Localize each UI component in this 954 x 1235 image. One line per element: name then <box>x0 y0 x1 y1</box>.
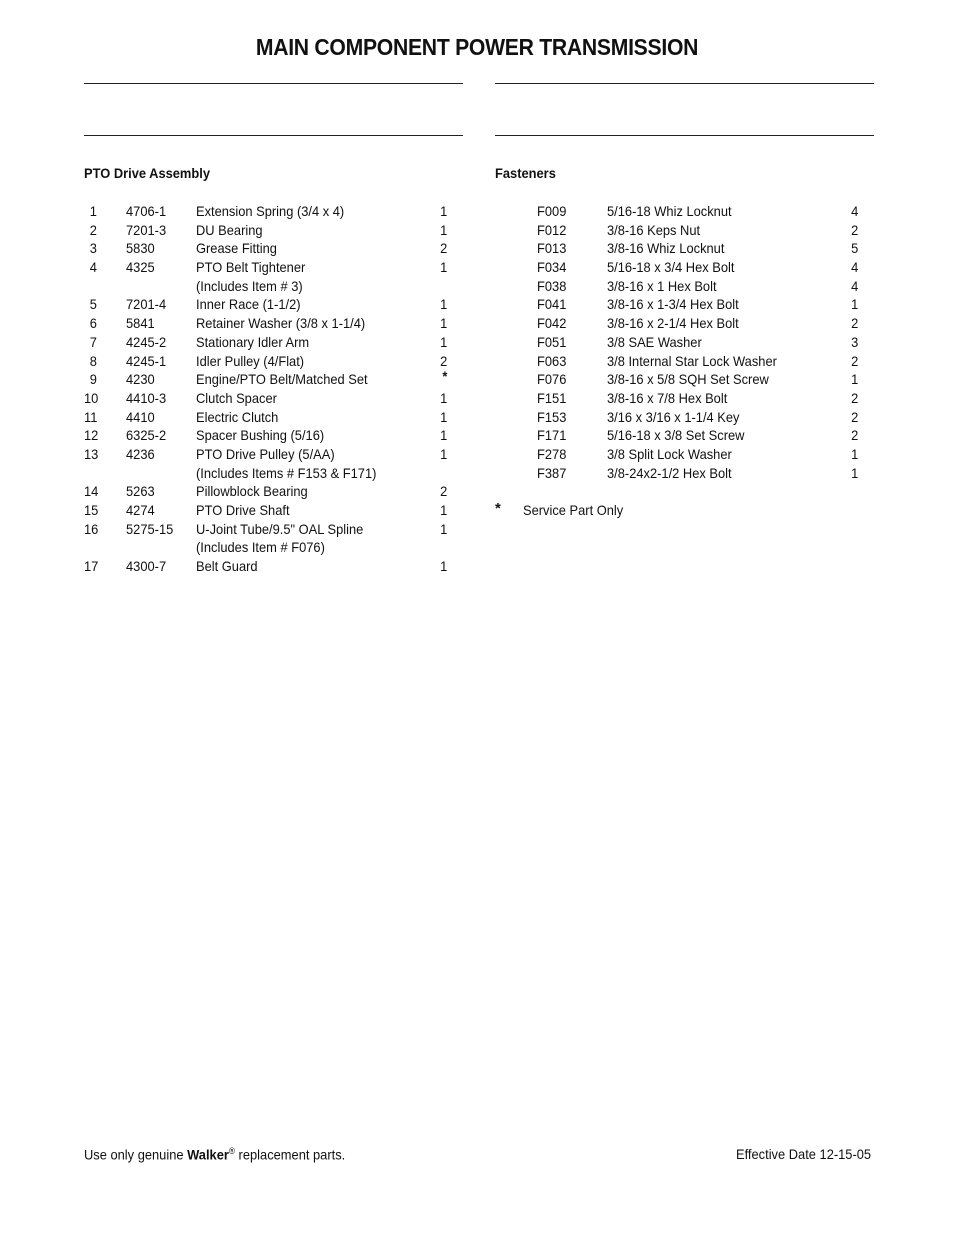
list-item <box>84 368 464 390</box>
list-item <box>495 371 875 390</box>
part-quantity: 1 <box>440 408 448 425</box>
list-item <box>84 278 464 297</box>
fastener-description: 3/8-24x2-1/2 Hex Bolt <box>607 464 732 481</box>
part-number: 5830 <box>126 240 155 257</box>
registered-mark: ® <box>228 1146 235 1156</box>
left-rule-top <box>84 83 463 84</box>
fastener-code: F076 <box>537 371 567 388</box>
fastener-quantity: 3 <box>851 333 859 350</box>
fastener-code: F063 <box>537 352 567 369</box>
item-number: 8 <box>89 352 97 369</box>
fastener-code: F151 <box>537 389 567 406</box>
part-number: 5841 <box>126 315 155 332</box>
fastener-code: F171 <box>537 427 567 444</box>
fastener-quantity: 2 <box>851 389 859 406</box>
list-item <box>495 390 875 409</box>
list-item <box>84 259 464 278</box>
part-number: 4706-1 <box>126 203 167 219</box>
list-item <box>495 465 875 484</box>
part-number: 4410-3 <box>126 389 167 406</box>
item-number: 5 <box>89 296 97 313</box>
list-item <box>495 427 875 446</box>
fastener-quantity: 1 <box>851 445 859 462</box>
list-item <box>84 409 464 428</box>
list-item <box>495 222 875 241</box>
fastener-description: 3/8 Internal Star Lock Washer <box>607 352 777 369</box>
list-item <box>84 240 464 259</box>
fastener-code: F013 <box>537 240 567 257</box>
part-description: Retainer Washer (3/8 x 1-1/4) <box>196 315 366 332</box>
item-number: 4 <box>89 259 97 276</box>
item-number: 17 <box>84 558 99 575</box>
list-item <box>84 558 464 577</box>
list-item <box>84 539 464 558</box>
part-number: 4274 <box>126 502 155 518</box>
list-item <box>495 409 875 428</box>
fastener-description: 5/16-18 x 3/8 Set Screw <box>607 427 745 444</box>
part-number: 4236 <box>126 445 155 462</box>
fastener-description: 3/8 Split Lock Washer <box>607 445 732 462</box>
list-item <box>84 521 464 540</box>
fastener-code: F042 <box>537 315 567 332</box>
part-description: (Includes Item # F076) <box>196 539 325 556</box>
fastener-code: F012 <box>537 221 567 238</box>
part-number: 5275-15 <box>126 520 174 537</box>
part-description: Electric Clutch <box>196 408 279 425</box>
list-item <box>84 203 464 222</box>
list-item <box>84 296 464 315</box>
fastener-description: 3/8-16 x 2-1/4 Hex Bolt <box>607 315 739 332</box>
part-description: (Includes Items # F153 & F171) <box>196 464 377 481</box>
fastener-code: F153 <box>537 408 567 425</box>
footer-disclaimer <box>84 1146 345 1163</box>
fastener-quantity: 2 <box>851 408 859 425</box>
left-rule-bottom <box>84 135 463 136</box>
list-item <box>495 296 875 315</box>
fastener-description: 3/8-16 x 5/8 SQH Set Screw <box>607 371 769 388</box>
fastener-quantity: 2 <box>851 221 859 238</box>
list-item <box>84 390 464 409</box>
part-description: Inner Race (1-1/2) <box>196 296 301 313</box>
part-description: U-Joint Tube/9.5" OAL Spline <box>196 520 364 537</box>
list-item <box>495 315 875 334</box>
part-description: Stationary Idler Arm <box>196 333 310 350</box>
fastener-quantity: 1 <box>851 464 859 481</box>
list-item <box>84 427 464 446</box>
item-number: 14 <box>84 483 99 500</box>
part-quantity: 1 <box>440 203 448 219</box>
part-number: 5263 <box>126 483 155 500</box>
fastener-description: 5/16-18 x 3/4 Hex Bolt <box>607 259 735 276</box>
part-quantity: 1 <box>440 333 448 350</box>
part-number: 6325-2 <box>126 427 167 444</box>
service-part-note-text: Service Part Only <box>523 502 624 518</box>
part-quantity: 1 <box>440 445 448 462</box>
part-description: DU Bearing <box>196 221 263 238</box>
list-item <box>84 502 464 521</box>
fastener-description: 3/8-16 Keps Nut <box>607 221 701 238</box>
pto-parts-list <box>84 203 464 577</box>
item-number: 10 <box>84 389 99 406</box>
list-item <box>495 240 875 259</box>
part-number: 4410 <box>126 408 155 425</box>
part-number: 4245-2 <box>126 333 167 350</box>
fastener-quantity: 2 <box>851 427 859 444</box>
fastener-description: 3/8-16 x 1-3/4 Hex Bolt <box>607 296 739 313</box>
fastener-code: F034 <box>537 259 567 276</box>
list-item <box>495 259 875 278</box>
part-description: Clutch Spacer <box>196 389 277 406</box>
list-item <box>84 222 464 241</box>
fastener-description: 3/8-16 x 1 Hex Bolt <box>607 277 717 294</box>
item-number: 2 <box>89 221 97 238</box>
fastener-quantity: 4 <box>851 259 859 276</box>
asterisk-symbol: * <box>495 500 501 517</box>
list-item <box>495 446 875 465</box>
brand-name: Walker <box>187 1146 229 1163</box>
right-rule-bottom <box>495 135 874 136</box>
fastener-quantity: 4 <box>851 203 859 219</box>
list-item <box>84 483 464 502</box>
fastener-description: 3/8-16 Whiz Locknut <box>607 240 725 257</box>
part-quantity: 2 <box>440 240 448 257</box>
part-description: PTO Drive Pulley (5/AA) <box>196 445 335 462</box>
fastener-description: 3/16 x 3/16 x 1-1/4 Key <box>607 408 740 425</box>
part-description: PTO Belt Tightener <box>196 259 306 276</box>
part-quantity: 1 <box>440 221 448 238</box>
part-description: Grease Fitting <box>196 240 277 257</box>
fastener-quantity: 2 <box>851 352 859 369</box>
part-quantity: 1 <box>440 502 448 518</box>
part-quantity: 1 <box>440 315 448 332</box>
fastener-quantity: 5 <box>851 240 859 257</box>
part-description: Idler Pulley (4/Flat) <box>196 352 305 369</box>
fastener-description: 5/16-18 Whiz Locknut <box>607 203 732 219</box>
item-number: 9 <box>89 371 97 388</box>
right-rule-top <box>495 83 874 84</box>
item-number: 12 <box>84 427 99 444</box>
fastener-code: F051 <box>537 333 567 350</box>
list-item <box>84 334 464 353</box>
fastener-code: F278 <box>537 445 567 462</box>
part-quantity: 1 <box>440 389 448 406</box>
part-description: Extension Spring (3/4 x 4) <box>196 203 345 219</box>
item-number: 3 <box>89 240 97 257</box>
fastener-description: 3/8-16 x 7/8 Hex Bolt <box>607 389 728 406</box>
fastener-code: F009 <box>537 203 567 219</box>
fastener-quantity: 1 <box>851 296 859 313</box>
list-item <box>84 446 464 465</box>
fastener-code: F387 <box>537 464 567 481</box>
item-number: 6 <box>89 315 97 332</box>
part-description: PTO Drive Shaft <box>196 502 290 518</box>
pto-drive-assembly-heading: PTO Drive Assembly <box>84 165 210 181</box>
item-number: 11 <box>84 408 98 425</box>
part-number: 4325 <box>126 259 155 276</box>
part-description: Belt Guard <box>196 558 258 575</box>
fasteners-list <box>495 203 875 483</box>
part-description: Pillowblock Bearing <box>196 483 308 500</box>
fastener-quantity: 2 <box>851 315 859 332</box>
part-number: 7201-4 <box>126 296 167 313</box>
footer-suffix: replacement parts. <box>234 1146 346 1163</box>
page-title: MAIN COMPONENT POWER TRANSMISSION <box>255 34 699 60</box>
part-quantity: 1 <box>440 259 448 276</box>
part-number: 7201-3 <box>126 221 167 238</box>
fastener-description: 3/8 SAE Washer <box>607 333 702 350</box>
effective-date: Effective Date 12-15-05 <box>736 1146 872 1162</box>
list-item <box>495 353 875 372</box>
list-item <box>84 465 464 484</box>
part-number: 4300-7 <box>126 558 167 575</box>
list-item <box>84 315 464 334</box>
part-number: 4230 <box>126 371 155 388</box>
fastener-quantity: 4 <box>851 277 859 294</box>
item-number: 16 <box>84 520 99 537</box>
fastener-quantity: 1 <box>851 371 859 388</box>
item-number: 1 <box>89 203 97 219</box>
list-item <box>495 203 875 222</box>
part-number: 4245-1 <box>126 352 167 369</box>
fastener-code: F038 <box>537 277 567 294</box>
part-quantity: 1 <box>440 427 448 444</box>
part-quantity: * <box>442 368 448 385</box>
part-quantity: 1 <box>440 296 448 313</box>
list-item <box>84 353 464 372</box>
part-quantity: 1 <box>440 520 448 537</box>
part-quantity: 2 <box>440 483 448 500</box>
item-number: 7 <box>89 333 97 350</box>
part-description: Spacer Bushing (5/16) <box>196 427 325 444</box>
part-quantity: 1 <box>440 558 448 575</box>
fasteners-heading: Fasteners <box>495 165 556 181</box>
part-description: (Includes Item # 3) <box>196 277 303 294</box>
part-quantity: 2 <box>440 352 448 369</box>
part-description: Engine/PTO Belt/Matched Set <box>196 371 368 388</box>
item-number: 13 <box>84 445 99 462</box>
fastener-code: F041 <box>537 296 567 313</box>
list-item <box>495 334 875 353</box>
item-number: 15 <box>84 502 99 518</box>
list-item <box>495 278 875 297</box>
footer-prefix: Use only genuine <box>84 1146 188 1163</box>
